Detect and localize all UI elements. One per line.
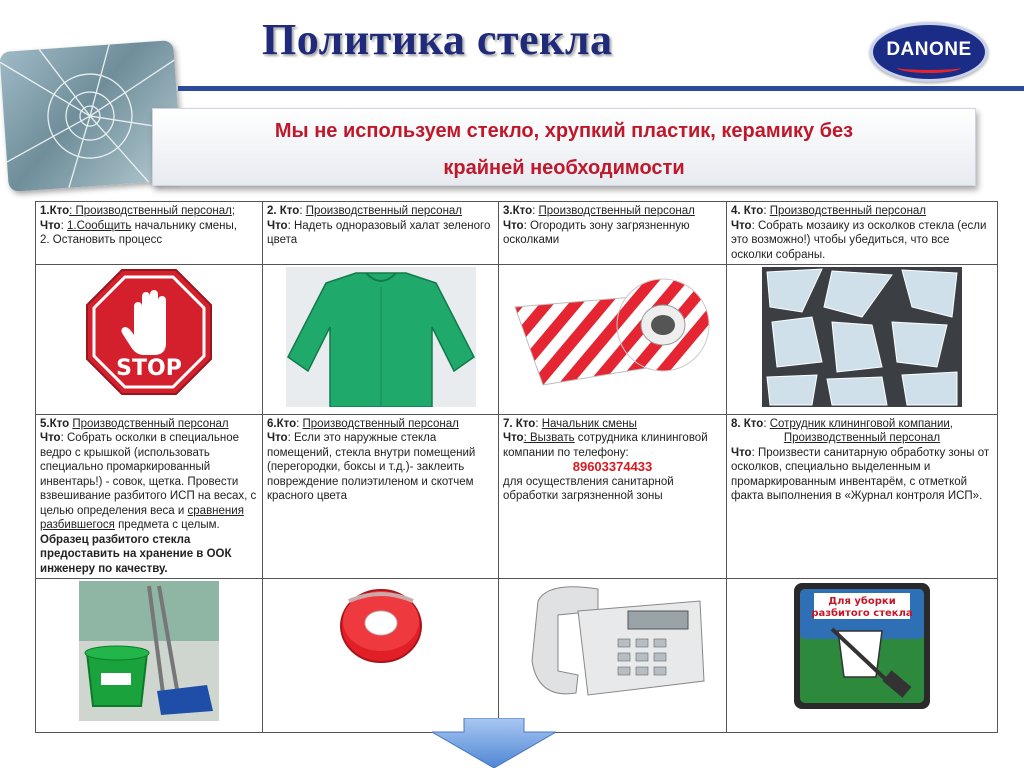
stop-sign-icon — [84, 267, 214, 397]
cleaning-sign-icon — [792, 581, 932, 711]
step-8-image — [727, 579, 998, 733]
step-1-image — [36, 265, 263, 415]
header-divider — [178, 86, 1024, 91]
telephone-icon — [518, 581, 708, 701]
policy-banner — [152, 108, 976, 186]
step-4-image — [727, 265, 998, 415]
danone-logo — [870, 22, 988, 82]
logo-text: DANONE — [886, 39, 972, 60]
bucket-and-dustpan-icon — [79, 581, 219, 721]
page-title: Политика стекла — [262, 15, 613, 64]
down-arrow-icon — [432, 718, 556, 768]
step-2-image — [263, 265, 499, 415]
banner-line-2: крайней необходимости — [443, 157, 685, 179]
step-3-image — [499, 265, 727, 415]
step-7-image — [499, 579, 727, 733]
green-gown-icon — [286, 267, 476, 407]
svg-text:Для уборки: Для уборки — [828, 596, 896, 607]
step-1-text: 1.Кто: Производственный персонал; Что: 1.Сообщить начальнику смены, 2. Остановить процесс — [36, 202, 263, 265]
step-4-text: 4. Кто: Производственный персонал Что: Собрать мозаику из осколков стекла (если это возможно!) чтобы убедиться, что все осколки собраны. — [727, 202, 998, 265]
barrier-tape-icon — [513, 267, 713, 387]
step-8-text: 8. Кто: Сотрудник клининговой компании, Производственный персонал Что: Произвести санитарную обработку зоны от осколков, специально выделенным и промаркированным инвентарём, с отметкой факта выполнения в «Журнал контроля ИСП». — [727, 414, 998, 579]
svg-text:разбитого стекла: разбитого стекла — [811, 608, 913, 619]
step-6-text: 6.Кто: Производственный персонал Что: Если это наружные стекла помещений, стекла внутри помещений (перегородки, боксы и т.д.)- заклеить повреждение полиэтиленом и скотчем красного цвета — [263, 414, 499, 579]
step-7-text: 7. Кто: Начальник смены Что: Вызвать сотрудника клининговой компании по телефону: 89603374433 для осуществления санитарной обработки загрязненной зоны — [499, 414, 727, 579]
step-2-text: 2. Кто: Производственный персонал Что: Надеть одноразовый халат зеленого цвета — [263, 202, 499, 265]
step-6-image — [263, 579, 499, 733]
step-5-text: 5.Кто Производственный персонал Что: Собрать осколки в специальное ведро с крышкой (использовать специально промаркированный инвентарь!) - совок, щетка. Провести взвешивание разбитого ИСП на весах, с целью определения веса и сравнения разбившегося предмета с целым. Образец разбитого стекла предоставить на хранение в ООК инженеру по качеству. — [36, 414, 263, 579]
step-5-image — [36, 579, 263, 733]
banner-line-1: Мы не используем стекло, хрупкий пластик, керамику без — [274, 120, 854, 142]
steps-table — [35, 201, 998, 733]
phone-number: 89603374433 — [572, 459, 653, 474]
stop-text: STOP — [116, 356, 182, 381]
step-3-text: 3.Кто: Производственный персонал Что: Огородить зону загрязненную осколками — [499, 202, 727, 265]
logo-swoosh-icon — [897, 62, 961, 73]
glass-shards-icon — [762, 267, 962, 407]
red-tape-roll-icon — [331, 581, 431, 671]
